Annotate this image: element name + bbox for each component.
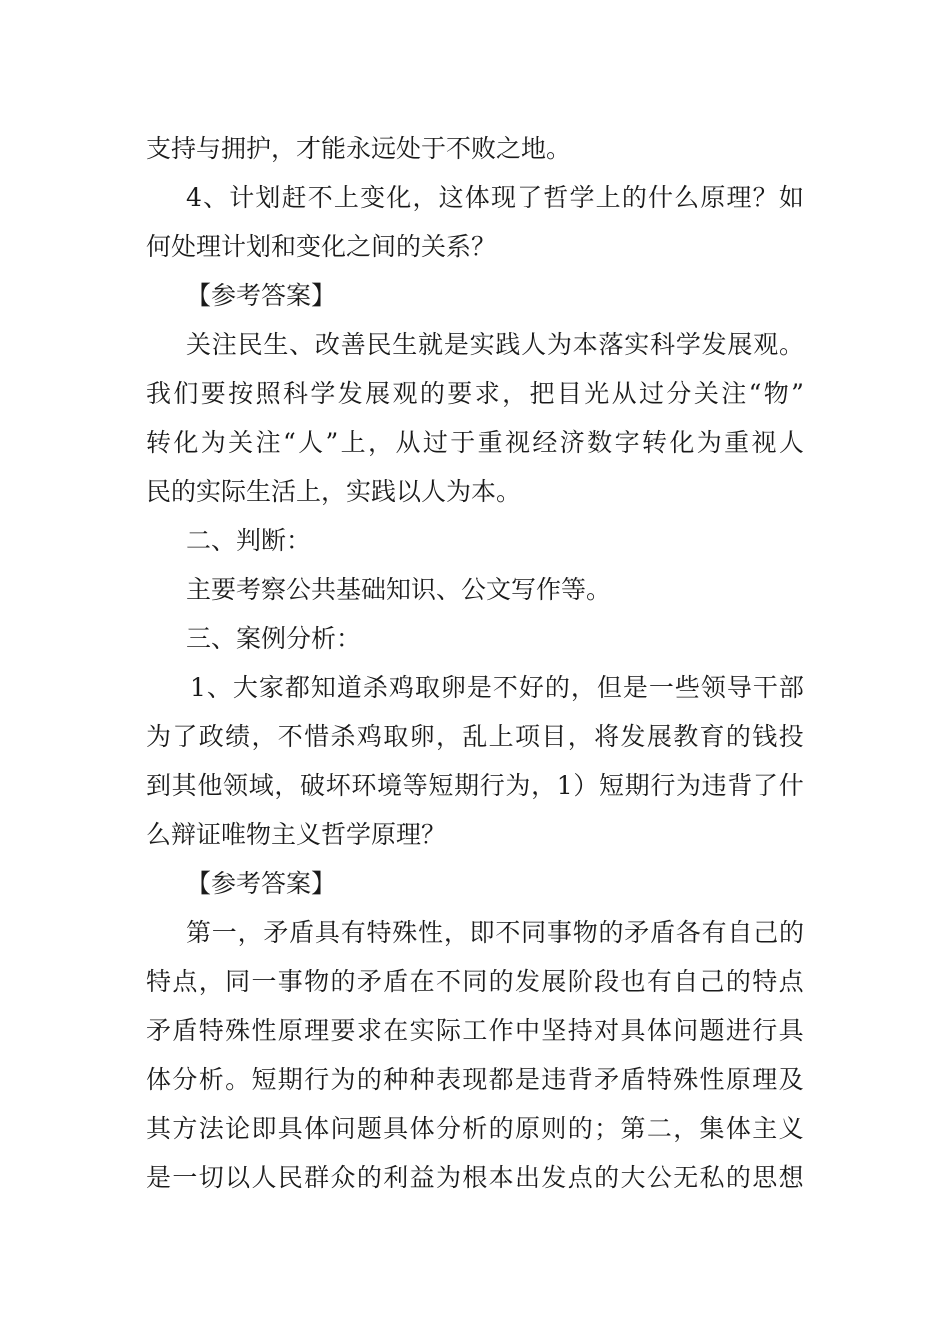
text-line: 何处理计划和变化之间的关系？ (146, 232, 497, 261)
text-line: 关 注 民 生 、 改 善 民 生 就 是 实 践 人 为 本 落 实 科 学 发 展 观 。 (186, 330, 804, 359)
text-line: 么辩证唯物主义哲学原理？ (146, 820, 447, 849)
text-line: 1 、 大 家 都 知 道 杀 鸡 取 卵 是 不 好 的 ， 但 是 一 些 领 导 干 部 (190, 673, 804, 702)
section-label: 【参考答案】 (186, 281, 337, 310)
text-line: 4 、 计 划 赶 不 上 变 化 ， 这 体 现 了 哲 学 上 的 什 么 原 理 ？ 如 (186, 183, 804, 212)
text-line: 到 其 他 领 域 ， 破 坏 环 境 等 短 期 行 为 ， 1 ） 短 期 行 为 违 背 了 什 (146, 771, 804, 800)
text-line: 其 方 法 论 即 具 体 问 题 具 体 分 析 的 原 则 的 ； 第 二 ， 集 体 主 义 (146, 1114, 804, 1143)
section-heading: 二、判断： (186, 526, 312, 555)
section-heading: 三、案例分析： (186, 624, 362, 653)
text-line: 我 们 要 按 照 科 学 发 展 观 的 要 求 ， 把 目 光 从 过 分 关 注 “ 物 ” (146, 379, 804, 408)
text-line: 是 一 切 以 人 民 群 众 的 利 益 为 根 本 出 发 点 的 大 公 无 私 的 思 想 (146, 1163, 804, 1192)
text-line: 矛 盾 特 殊 性 原 理 要 求 在 实 际 工 作 中 坚 持 对 具 体 问 题 进 行 具 (146, 1016, 804, 1045)
text-line: 支持与拥护，才能永远处于不败之地。 (146, 134, 572, 163)
text-line: 特 点 ， 同 一 事 物 的 矛 盾 在 不 同 的 发 展 阶 段 也 有 自 己 的 特 点 (146, 967, 804, 996)
text-line: 民的实际生活上，实践以人为本。 (146, 477, 522, 506)
text-line: 为 了 政 绩 ， 不 惜 杀 鸡 取 卵 ， 乱 上 项 目 ， 将 发 展 教 育 的 钱 投 (146, 722, 804, 751)
text-line: 转 化 为 关 注 “ 人 ” 上 ， 从 过 于 重 视 经 济 数 字 转 化 为 重 视 人 (146, 428, 804, 457)
text-line: 体 分 析 。 短 期 行 为 的 种 种 表 现 都 是 违 背 矛 盾 特 殊 性 原 理 及 (146, 1065, 804, 1094)
text-line: 第 一 ， 矛 盾 具 有 特 殊 性 ， 即 不 同 事 物 的 矛 盾 各 有 自 己 的 (186, 918, 804, 947)
text-line: 主要考察公共基础知识、公文写作等。 (186, 575, 612, 604)
section-label: 【参考答案】 (186, 869, 337, 898)
